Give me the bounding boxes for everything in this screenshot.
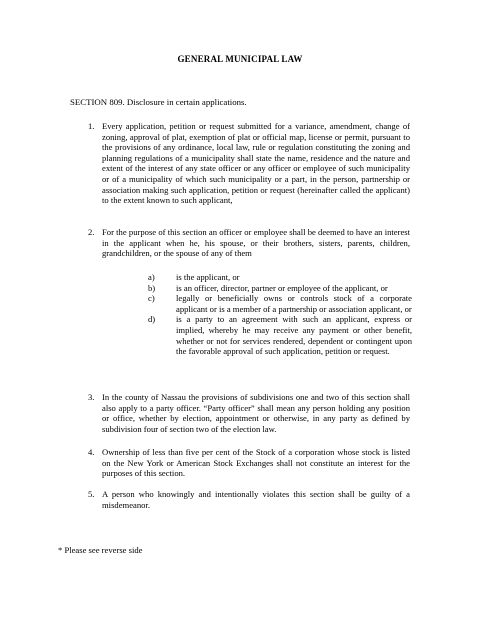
subitem-c (148, 293, 412, 314)
page-title: GENERAL MUNICIPAL LAW (177, 54, 303, 64)
subitem-text: is a party to an agreement with such an applicant, express or implied, whereby he may receive any payment or other benefit, whether or not for services rendered, dependent or contingent upon the favorable approval of such application, petition or request. (176, 314, 412, 357)
list-item-4 (88, 447, 410, 479)
subitem-d (148, 314, 412, 356)
item-number: 1. (88, 121, 95, 131)
subitem-letter: d) (148, 314, 156, 325)
list-item-5 (88, 489, 410, 510)
subitem-letter: a) (148, 272, 155, 282)
subitem-letter: b) (148, 282, 156, 293)
item-number: 2. (88, 227, 95, 237)
list-item-2 (88, 227, 410, 259)
item-text: For the purpose of this section an officer or employee shall be deemed to have an interest in the applicant when he, his spouse, or their brothers, sisters, parents, children, grandchildren, or the spouse of any of them (102, 227, 410, 259)
subitem-letter: c) (148, 293, 155, 304)
item-text: Ownership of less than five per cent of the Stock of a corporation whose stock is listed on the New York or American Stock Exchanges shall not constitute an interest for the purposes of this section. (102, 447, 410, 479)
section-heading: SECTION 809. Disclosure in certain applications. (70, 97, 247, 107)
item-number: 3. (88, 392, 95, 402)
item-number: 4. (88, 447, 95, 457)
list-item-1 (88, 121, 410, 206)
subitem-b (148, 283, 412, 294)
item-text: Every application, petition or request submitted for a variance, amendment, change of zoning, approval of plat, exemption of plat or official map, license or permit, pursuant to the provisions of any ordinance, local law, rule or regulation constituting the zoning and planning regulations of a municipality shall state the name, residence and the nature and extent of the interest of any state officer or any officer or employee of such municipality or of a municipality of which such municipality or a part, in the person, partnership or association making such application, petition or request (hereinafter called the applicant) to the extent known to such applicant, (102, 121, 410, 206)
subitem-text: is the applicant, or (176, 272, 240, 282)
item-number: 5. (88, 489, 95, 499)
footnote: * Please see reverse side (58, 545, 143, 555)
item-text: In the county of Nassau the provisions of subdivisions one and two of this section shall also apply to a party officer. “Party officer” shall mean any person holding any position or office, whether by election, appointment or otherwise, in any party as defined by subdivision four of section two of the election law. (102, 392, 410, 434)
list-item-3 (88, 392, 410, 434)
subitem-text: is an officer, director, partner or employee of the applicant, or (176, 282, 388, 293)
subitem-a (148, 272, 412, 283)
subitem-text: legally or beneficially owns or controls stock of a corporate applicant or is a member of a partnership or association applicant, or (176, 293, 412, 314)
sublist (148, 272, 412, 357)
item-text: A person who knowingly and intentionally violates this section shall be guilty of a misdemeanor. (102, 489, 410, 510)
